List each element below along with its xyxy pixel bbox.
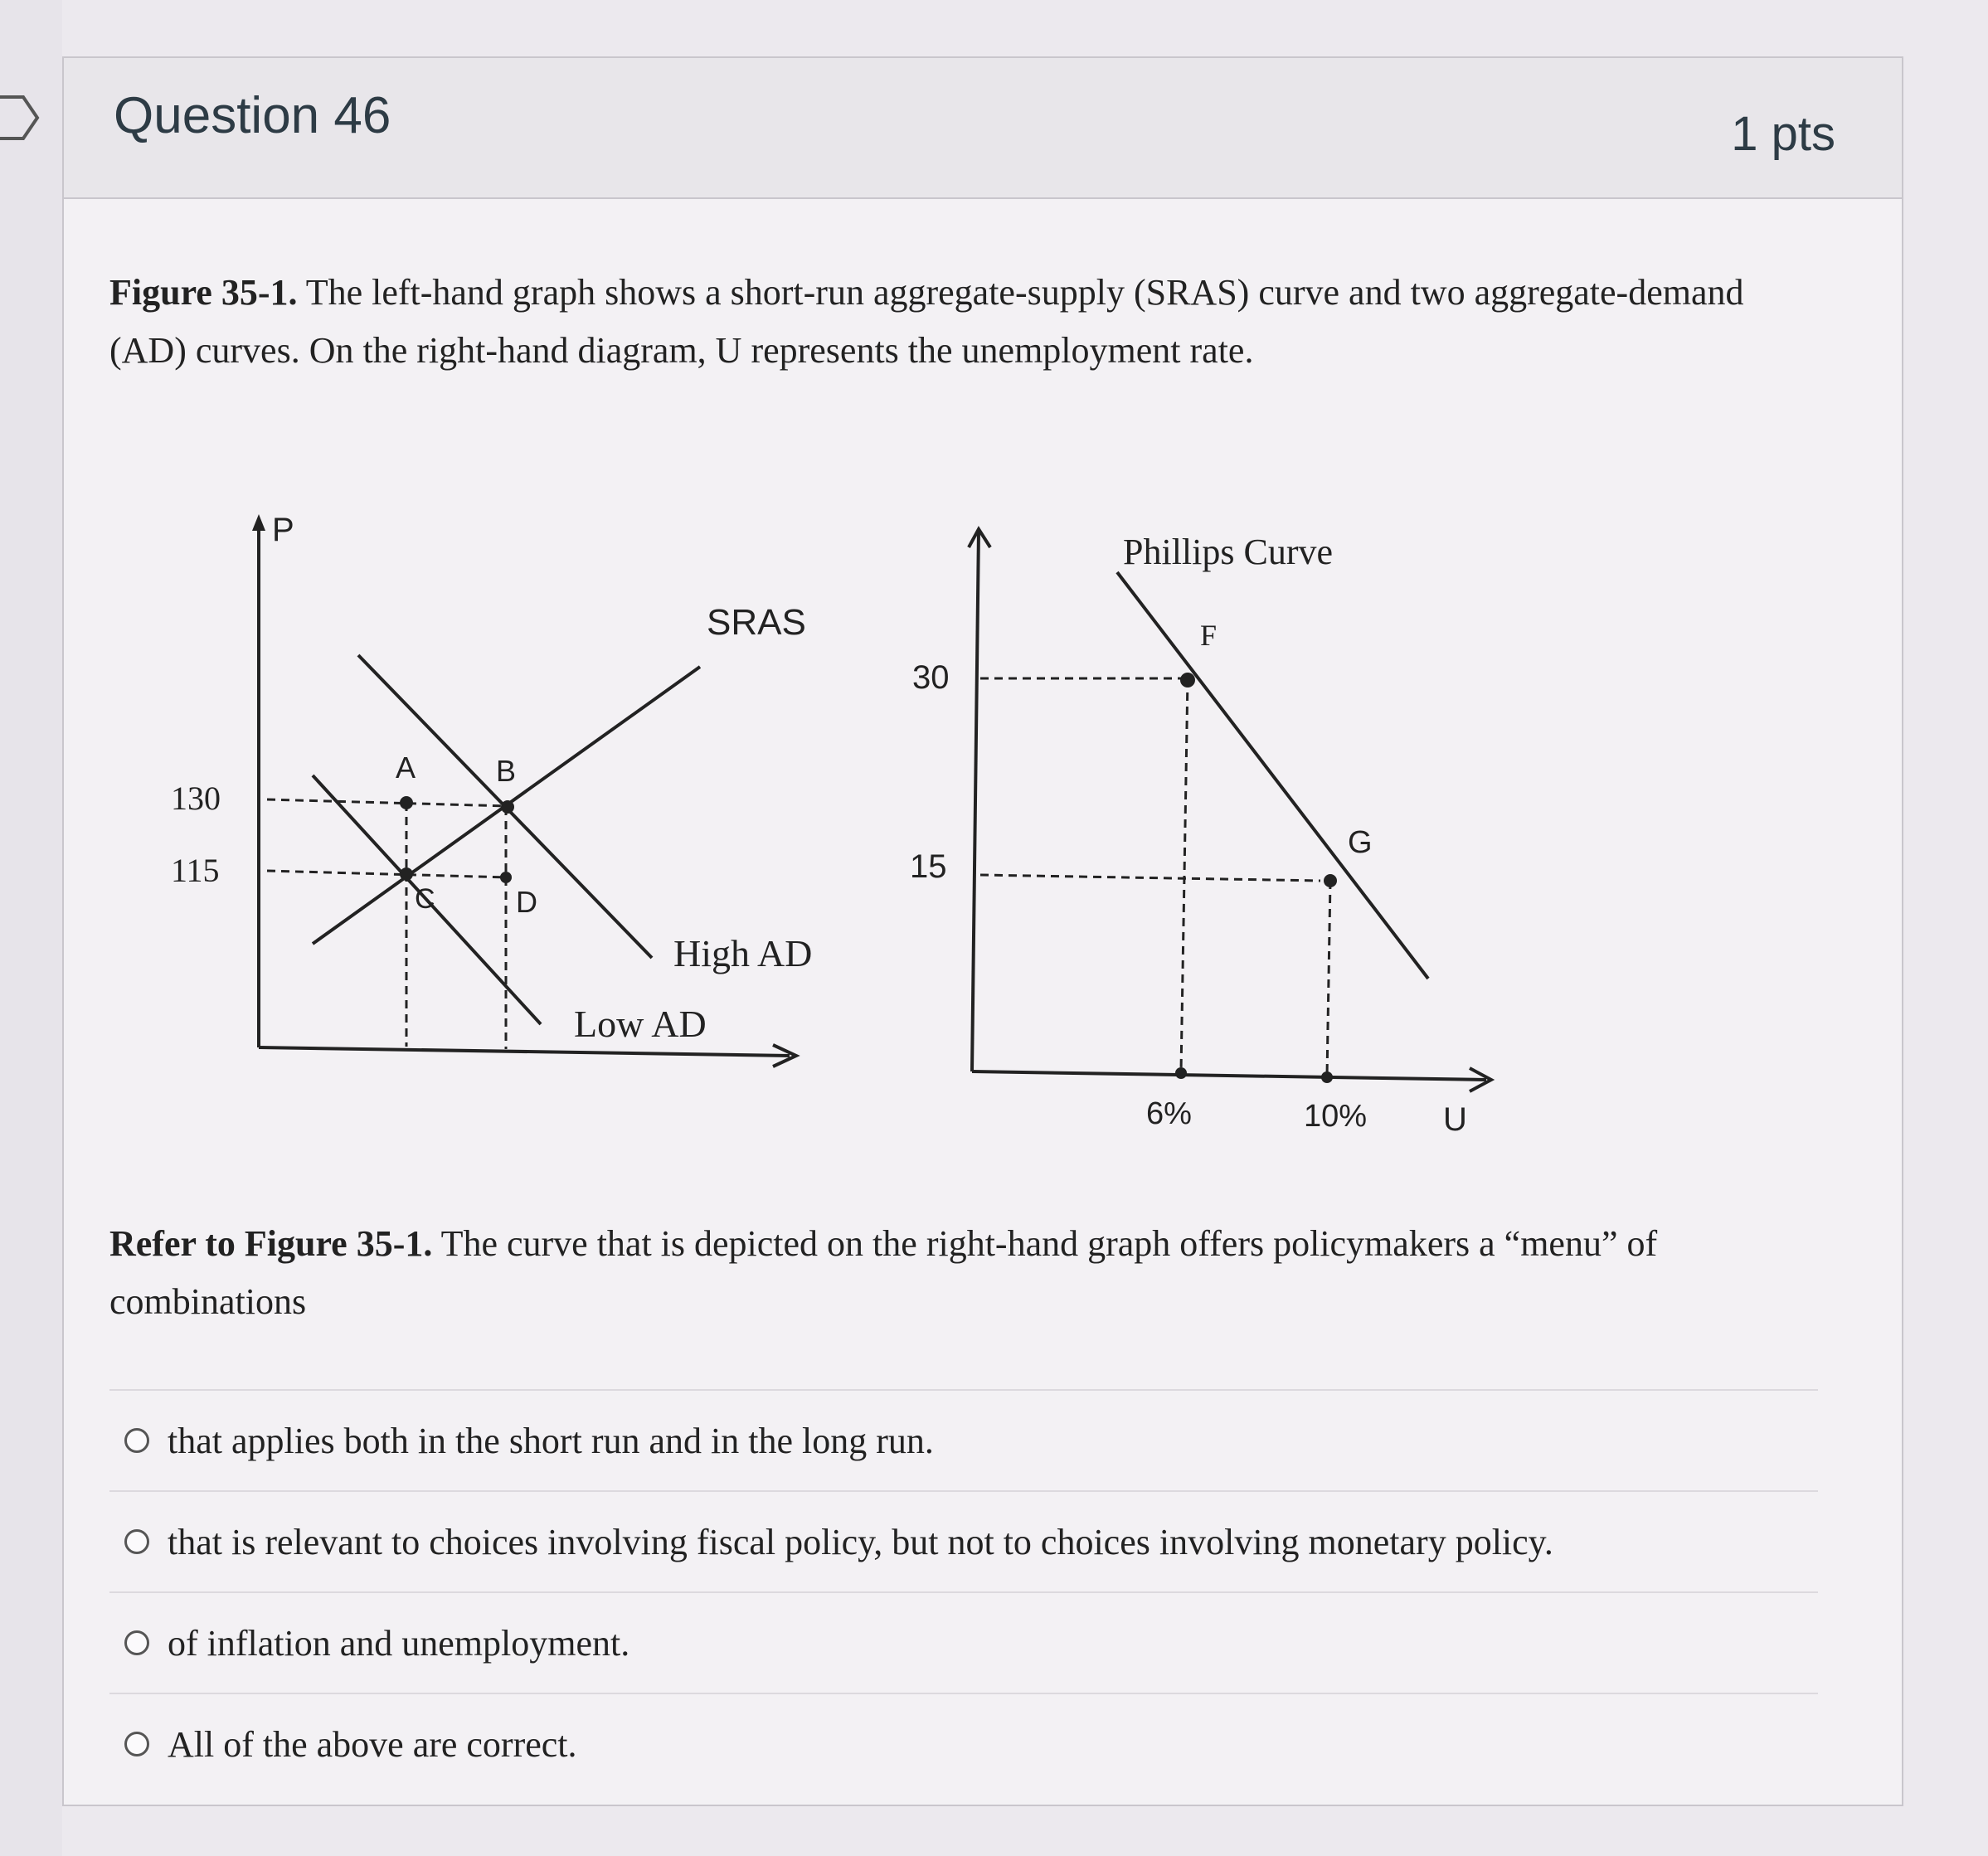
- phillips-curve: [1117, 572, 1428, 979]
- low-ad-label: Low AD: [574, 1003, 707, 1045]
- figure-reference: Figure 35-1.: [109, 272, 298, 313]
- phillips-curve-label: Phillips Curve: [1123, 532, 1334, 572]
- answer-option-4[interactable]: [109, 1693, 1818, 1794]
- question-title: Question 46: [114, 87, 391, 144]
- prompt-text: The curve that is depicted on the right-hand graph offers policymakers a “menu” of combinations: [109, 1223, 1658, 1322]
- answer-label: All of the above are correct.: [168, 1723, 577, 1765]
- point-f-marker: [1180, 673, 1195, 687]
- point-a-marker: [400, 796, 413, 809]
- figure-35-1: [109, 489, 1602, 1153]
- right-tick-6: 6%: [1146, 1096, 1192, 1131]
- point-b-label: B: [496, 754, 517, 788]
- left-tick-130: 130: [171, 780, 221, 817]
- figure-description-text: The left-hand graph shows a short-run aggregate-supply (SRAS) curve and two aggregate-demand (AD) curves. On the right-hand diagram, U represents the unemployment rate.: [109, 272, 1744, 371]
- prompt-reference: Refer to Figure 35-1.: [109, 1223, 433, 1264]
- right-tick-10: 10%: [1304, 1099, 1368, 1134]
- answer-label: of inflation and unemployment.: [168, 1622, 630, 1664]
- answer-option-1[interactable]: [109, 1389, 1818, 1490]
- right-y-axis: [972, 531, 979, 1071]
- left-graph: [171, 512, 812, 1066]
- right-tick-30: 30: [912, 659, 950, 696]
- point-f-label: F: [1200, 619, 1218, 652]
- left-y-arrow-icon: [252, 514, 265, 531]
- right-graph: [910, 529, 1491, 1138]
- question-card: [62, 56, 1903, 1806]
- answer-label: that applies both in the short run and in the long run.: [168, 1420, 934, 1461]
- answer-option-2[interactable]: [109, 1490, 1818, 1591]
- point-b-marker: [501, 800, 514, 814]
- point-c-label: C: [415, 883, 435, 915]
- right-tick-15: 15: [910, 848, 947, 885]
- point-d-label: D: [516, 885, 537, 919]
- radio-button[interactable]: [124, 1630, 149, 1655]
- left-tick-115: 115: [171, 852, 220, 889]
- question-prompt: [109, 1215, 1810, 1331]
- collapse-arrow-icon[interactable]: [0, 93, 41, 143]
- sras-label: SRAS: [707, 602, 806, 643]
- right-x-axis-label: U: [1443, 1101, 1467, 1138]
- question-header: [64, 58, 1902, 199]
- radio-button[interactable]: [124, 1732, 149, 1756]
- point-g-label: G: [1348, 825, 1373, 860]
- question-points: 1 pts: [1731, 107, 1835, 161]
- tick-6-marker: [1175, 1067, 1187, 1079]
- left-x-axis: [259, 1047, 790, 1056]
- point-d-marker: [500, 872, 512, 883]
- tick-10-marker: [1321, 1071, 1333, 1083]
- figure-description: [109, 264, 1810, 380]
- point-a-label: A: [396, 751, 416, 785]
- high-ad-label: High AD: [673, 932, 813, 974]
- answer-label: that is relevant to choices involving fiscal policy, but not to choices involving monetary policy.: [168, 1521, 1553, 1562]
- answer-option-3[interactable]: [109, 1591, 1818, 1693]
- point-c-marker: [400, 867, 413, 881]
- point-g-marker: [1324, 874, 1337, 887]
- radio-button[interactable]: [124, 1529, 149, 1554]
- answer-list: [109, 1389, 1818, 1794]
- radio-button[interactable]: [124, 1428, 149, 1453]
- right-x-axis: [972, 1071, 1486, 1080]
- left-y-axis-label: P: [272, 512, 294, 548]
- left-gutter: [0, 0, 62, 1856]
